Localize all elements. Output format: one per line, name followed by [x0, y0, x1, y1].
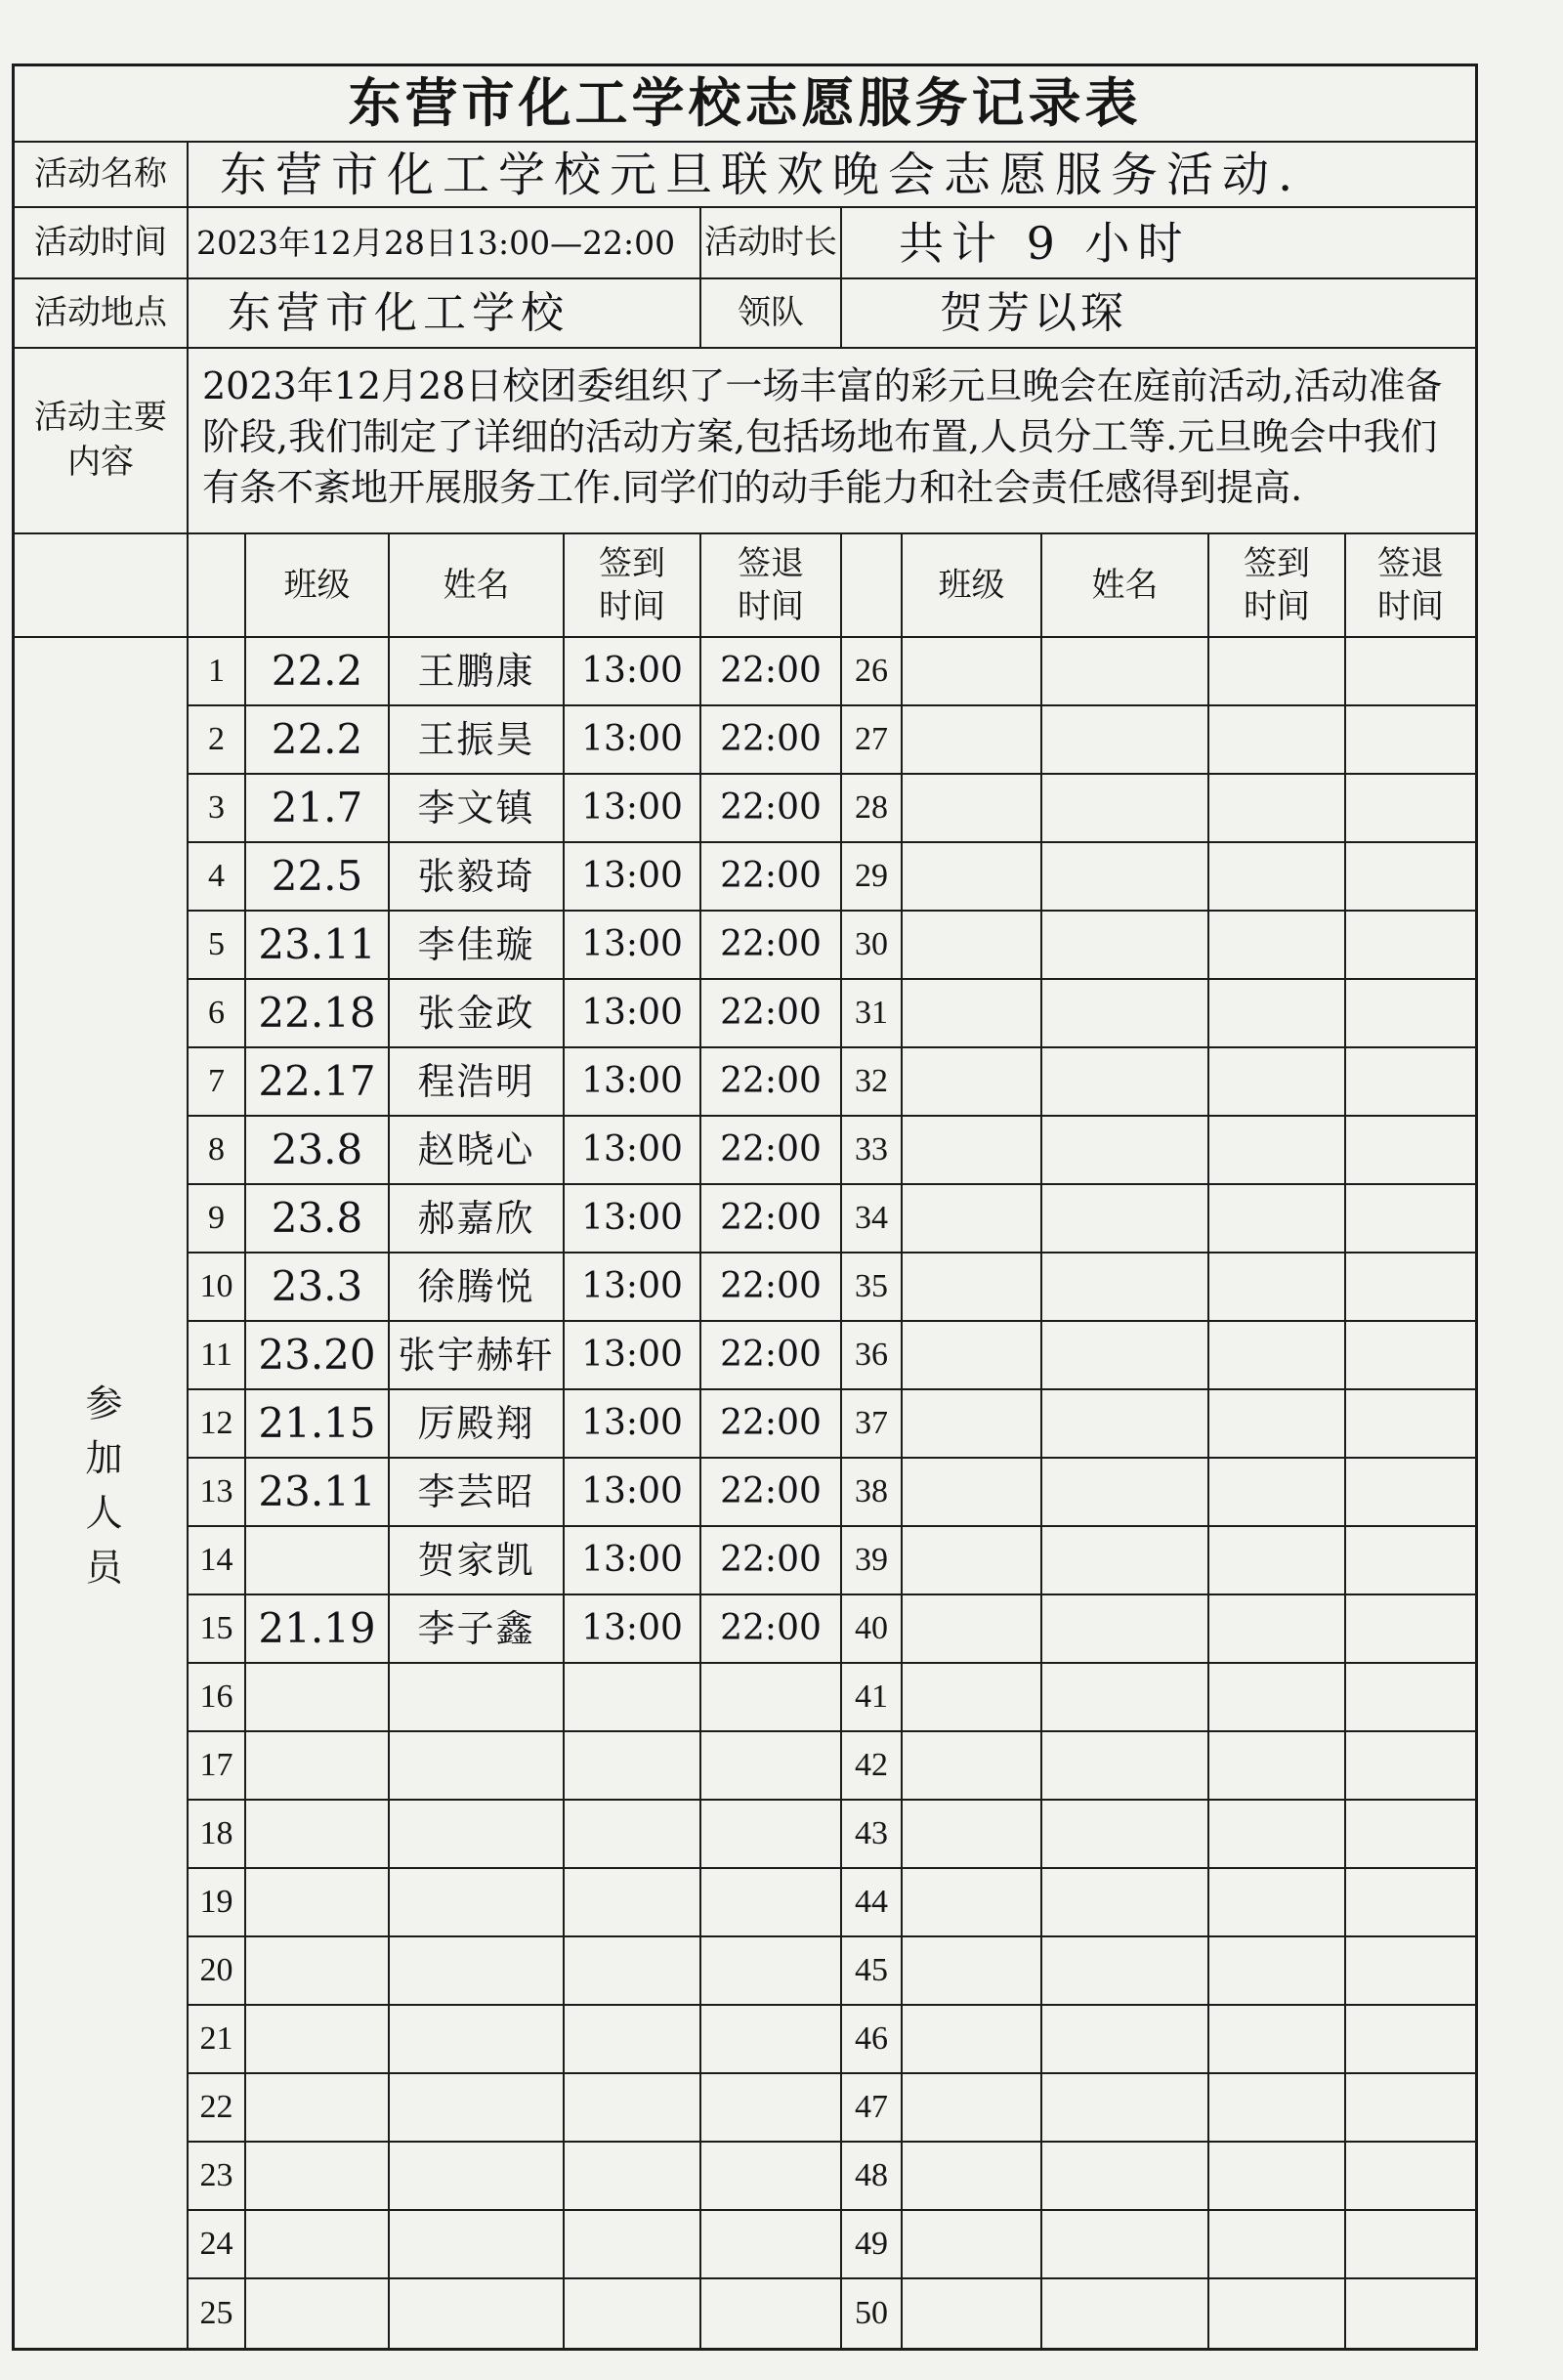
right-name-cell — [1042, 775, 1209, 843]
left-row-number: 20 — [189, 1937, 246, 2006]
left-row-number: 7 — [189, 1048, 246, 1117]
left-row-number: 18 — [189, 1801, 246, 1869]
left-class-cell — [246, 1801, 390, 1869]
right-sign-in-header-cell — [1209, 534, 1346, 638]
left-row-number: 10 — [189, 1254, 246, 1322]
left-sign-in-time-cell — [565, 2074, 701, 2143]
left-sign-in-header-cell — [565, 534, 701, 638]
left-class-cell: 22.18 — [246, 980, 390, 1048]
volunteer-service-record-form — [12, 64, 1478, 2351]
activity-duration-label-cell — [701, 208, 842, 279]
right-name-cell — [1042, 2143, 1209, 2211]
right-sign-out-time-cell — [1346, 1322, 1475, 1390]
left-sign-out-time-cell: 22:00 — [701, 1185, 842, 1254]
right-name-cell — [1042, 843, 1209, 912]
right-sign-out-time-cell — [1346, 843, 1475, 912]
right-sign-in-time-cell — [1209, 775, 1346, 843]
activity-place-label-cell — [15, 279, 189, 349]
left-name-cell: 王振昊 — [390, 706, 565, 775]
left-class-cell: 22.2 — [246, 638, 390, 706]
right-sign-in-time-cell — [1209, 1732, 1346, 1801]
left-row-number: 2 — [189, 706, 246, 775]
left-class-cell — [246, 2279, 390, 2348]
left-sign-in-time-cell: 13:00 — [565, 1322, 701, 1390]
left-row-number: 22 — [189, 2074, 246, 2143]
form-title: 东营市化工学校志愿服务记录表 — [15, 66, 1475, 143]
left-class-cell — [246, 1869, 390, 1937]
right-sign-in-time-cell — [1209, 638, 1346, 706]
left-number-header — [189, 534, 246, 638]
left-sign-in-time-cell: 13:00 — [565, 706, 701, 775]
left-sign-out-time-cell — [701, 2074, 842, 2143]
right-sign-in-time-cell — [1209, 2279, 1346, 2348]
left-name-cell — [390, 2006, 565, 2074]
right-sign-in-time-cell — [1209, 1254, 1346, 1322]
right-row-number: 29 — [842, 843, 903, 912]
right-row-number: 38 — [842, 1459, 903, 1527]
right-class-cell — [903, 1664, 1042, 1732]
left-row-number: 13 — [189, 1459, 246, 1527]
right-sign-in-time-cell — [1209, 2006, 1346, 2074]
right-sign-in-time-cell — [1209, 1390, 1346, 1459]
right-sign-out-time-cell — [1346, 1732, 1475, 1801]
left-class-cell: 22.2 — [246, 706, 390, 775]
left-name-cell: 赵晓心 — [390, 1117, 565, 1185]
right-sign-in-time-cell — [1209, 1869, 1346, 1937]
right-row-number: 36 — [842, 1322, 903, 1390]
activity-place-value: 东营市化工学校 — [189, 279, 701, 349]
left-class-cell — [246, 1664, 390, 1732]
left-sign-out-time-cell: 22:00 — [701, 1595, 842, 1664]
right-sign-out-time-cell — [1346, 1527, 1475, 1595]
right-number-header — [842, 534, 903, 638]
left-class-cell: 23.11 — [246, 912, 390, 980]
right-sign-in-time-cell — [1209, 980, 1346, 1048]
right-sign-out-header-cell — [1346, 534, 1475, 638]
left-class-cell: 23.3 — [246, 1254, 390, 1322]
participants-header-blank — [15, 534, 189, 638]
right-name-cell — [1042, 1117, 1209, 1185]
right-class-cell — [903, 912, 1042, 980]
left-row-number: 15 — [189, 1595, 246, 1664]
left-name-cell: 李芸昭 — [390, 1459, 565, 1527]
left-row-number: 17 — [189, 1732, 246, 1801]
left-sign-out-time-cell: 22:00 — [701, 912, 842, 980]
leader-label: 领队 — [737, 292, 804, 332]
left-row-number: 4 — [189, 843, 246, 912]
left-sign-out-header-cell — [701, 534, 842, 638]
right-class-cell — [903, 1117, 1042, 1185]
right-row-number: 26 — [842, 638, 903, 706]
left-name-cell: 贺家凯 — [390, 1527, 565, 1595]
right-name-cell — [1042, 2074, 1209, 2143]
left-sign-out-time-cell: 22:00 — [701, 843, 842, 912]
left-name-cell: 张金政 — [390, 980, 565, 1048]
right-row-number: 31 — [842, 980, 903, 1048]
left-name-cell — [390, 1732, 565, 1801]
left-sign-in-time-cell — [565, 2279, 701, 2348]
right-name-cell — [1042, 1527, 1209, 1595]
left-sign-out-time-cell — [701, 2143, 842, 2211]
left-sign-out-time-cell: 22:00 — [701, 1390, 842, 1459]
right-row-number: 47 — [842, 2074, 903, 2143]
right-sign-out-time-cell — [1346, 1869, 1475, 1937]
right-sign-in-time-cell — [1209, 1595, 1346, 1664]
left-row-number: 9 — [189, 1185, 246, 1254]
right-row-number: 41 — [842, 1664, 903, 1732]
left-sign-in-time-cell — [565, 1869, 701, 1937]
left-name-cell: 程浩明 — [390, 1048, 565, 1117]
activity-content-label-cell — [15, 349, 189, 534]
right-sign-out-time-cell — [1346, 638, 1475, 706]
right-sign-out-time-cell — [1346, 2211, 1475, 2279]
right-sign-in-time-cell — [1209, 2143, 1346, 2211]
left-sign-in-time-cell — [565, 2143, 701, 2211]
right-sign-out-time-cell — [1346, 1254, 1475, 1322]
right-class-cell — [903, 1732, 1042, 1801]
right-name-cell — [1042, 912, 1209, 980]
right-name-cell — [1042, 706, 1209, 775]
right-sign-out-header: 签退时间 — [1376, 543, 1444, 626]
left-sign-in-time-cell: 13:00 — [565, 1048, 701, 1117]
left-class-cell — [246, 2074, 390, 2143]
left-row-number: 14 — [189, 1527, 246, 1595]
right-sign-in-time-cell — [1209, 2211, 1346, 2279]
right-sign-out-time-cell — [1346, 1048, 1475, 1117]
left-name-cell — [390, 1664, 565, 1732]
right-row-number: 42 — [842, 1732, 903, 1801]
left-class-cell: 22.5 — [246, 843, 390, 912]
left-sign-in-time-cell: 13:00 — [565, 1527, 701, 1595]
right-row-number: 34 — [842, 1185, 903, 1254]
left-sign-out-time-cell: 22:00 — [701, 1254, 842, 1322]
left-class-cell — [246, 1527, 390, 1595]
left-sign-out-time-cell — [701, 1732, 842, 1801]
right-sign-out-time-cell — [1346, 2006, 1475, 2074]
right-class-cell — [903, 638, 1042, 706]
left-sign-out-time-cell — [701, 2211, 842, 2279]
left-class-cell — [246, 2211, 390, 2279]
right-row-number: 48 — [842, 2143, 903, 2211]
right-row-number: 39 — [842, 1527, 903, 1595]
left-class-cell: 21.7 — [246, 775, 390, 843]
right-name-cell — [1042, 1254, 1209, 1322]
right-sign-out-time-cell — [1346, 1801, 1475, 1869]
right-sign-out-time-cell — [1346, 1390, 1475, 1459]
left-sign-out-time-cell — [701, 1869, 842, 1937]
right-sign-in-time-cell — [1209, 1664, 1346, 1732]
right-row-number: 32 — [842, 1048, 903, 1117]
left-class-cell — [246, 2006, 390, 2074]
right-sign-in-time-cell — [1209, 1527, 1346, 1595]
left-sign-in-time-cell — [565, 2006, 701, 2074]
right-sign-out-time-cell — [1346, 2074, 1475, 2143]
left-sign-in-time-cell — [565, 1937, 701, 2006]
right-name-cell — [1042, 638, 1209, 706]
left-sign-in-time-cell: 13:00 — [565, 843, 701, 912]
left-name-cell — [390, 2074, 565, 2143]
left-sign-out-time-cell: 22:00 — [701, 706, 842, 775]
left-sign-in-time-cell: 13:00 — [565, 980, 701, 1048]
right-class-cell — [903, 2006, 1042, 2074]
right-class-cell — [903, 1937, 1042, 2006]
left-class-cell: 23.8 — [246, 1185, 390, 1254]
left-class-cell: 23.11 — [246, 1459, 390, 1527]
left-row-number: 23 — [189, 2143, 246, 2211]
right-name-cell — [1042, 1322, 1209, 1390]
left-name-cell: 李佳璇 — [390, 912, 565, 980]
left-name-cell — [390, 1801, 565, 1869]
right-class-cell — [903, 1254, 1042, 1322]
left-name-header: 姓名 — [390, 534, 565, 638]
right-class-cell — [903, 980, 1042, 1048]
activity-time-label: 活动时间 — [33, 222, 167, 262]
left-name-cell — [390, 2211, 565, 2279]
left-row-number: 1 — [189, 638, 246, 706]
left-sign-in-time-cell: 13:00 — [565, 638, 701, 706]
right-class-cell — [903, 1527, 1042, 1595]
activity-name-label-cell — [15, 143, 189, 208]
right-sign-out-time-cell — [1346, 2279, 1475, 2348]
right-row-number: 44 — [842, 1869, 903, 1937]
right-name-cell — [1042, 1937, 1209, 2006]
left-row-number: 19 — [189, 1869, 246, 1937]
left-sign-out-time-cell — [701, 2006, 842, 2074]
right-row-number: 28 — [842, 775, 903, 843]
right-name-cell — [1042, 980, 1209, 1048]
right-name-cell — [1042, 1732, 1209, 1801]
right-class-cell — [903, 1595, 1042, 1664]
left-sign-in-time-cell — [565, 1664, 701, 1732]
left-name-cell: 郝嘉欣 — [390, 1185, 565, 1254]
right-row-number: 40 — [842, 1595, 903, 1664]
left-sign-out-time-cell — [701, 1664, 842, 1732]
left-sign-in-time-cell: 13:00 — [565, 1185, 701, 1254]
activity-place-label: 活动地点 — [33, 292, 167, 332]
activity-name-label: 活动名称 — [33, 153, 167, 193]
right-sign-in-time-cell — [1209, 1801, 1346, 1869]
left-row-number: 16 — [189, 1664, 246, 1732]
left-sign-in-time-cell: 13:00 — [565, 1254, 701, 1322]
right-sign-out-time-cell — [1346, 912, 1475, 980]
left-class-cell — [246, 1937, 390, 2006]
left-sign-out-time-cell — [701, 2279, 842, 2348]
right-row-number: 43 — [842, 1801, 903, 1869]
right-sign-in-time-cell — [1209, 1459, 1346, 1527]
activity-duration-label: 活动时长 — [703, 222, 837, 262]
left-name-cell: 张毅琦 — [390, 843, 565, 912]
left-sign-in-time-cell: 13:00 — [565, 1390, 701, 1459]
left-sign-in-time-cell: 13:00 — [565, 1595, 701, 1664]
left-row-number: 6 — [189, 980, 246, 1048]
right-class-cell — [903, 1869, 1042, 1937]
right-sign-out-time-cell — [1346, 1595, 1475, 1664]
left-sign-out-time-cell: 22:00 — [701, 775, 842, 843]
left-sign-out-time-cell: 22:00 — [701, 1527, 842, 1595]
right-sign-in-header: 签到时间 — [1243, 543, 1310, 626]
right-name-cell — [1042, 2006, 1209, 2074]
leader-label-cell — [701, 279, 842, 349]
left-class-cell — [246, 2143, 390, 2211]
right-sign-out-time-cell — [1346, 775, 1475, 843]
right-sign-out-time-cell — [1346, 1185, 1475, 1254]
right-name-cell — [1042, 1459, 1209, 1527]
left-row-number: 5 — [189, 912, 246, 980]
right-sign-out-time-cell — [1346, 2143, 1475, 2211]
left-sign-in-header: 签到时间 — [598, 543, 665, 626]
left-name-cell — [390, 2143, 565, 2211]
left-row-number: 11 — [189, 1322, 246, 1390]
right-row-number: 37 — [842, 1390, 903, 1459]
right-sign-in-time-cell — [1209, 1048, 1346, 1117]
left-sign-in-time-cell — [565, 1801, 701, 1869]
activity-content-value: 2023年12月28日校团委组织了一场丰富的彩元旦晚会在庭前活动,活动准备阶段,我们制定了详细的活动方案,包括场地布置,人员分工等.元旦晚会中我们有条不紊地开展服务工作.同学们的动手能力和社会责任感得到提高. — [189, 349, 1475, 534]
left-class-cell: 21.19 — [246, 1595, 390, 1664]
right-class-cell — [903, 706, 1042, 775]
left-name-cell — [390, 1869, 565, 1937]
right-sign-out-time-cell — [1346, 1459, 1475, 1527]
right-row-number: 33 — [842, 1117, 903, 1185]
right-name-cell — [1042, 1185, 1209, 1254]
left-name-cell: 李文镇 — [390, 775, 565, 843]
right-name-cell — [1042, 1390, 1209, 1459]
right-sign-in-time-cell — [1209, 706, 1346, 775]
left-sign-in-time-cell: 13:00 — [565, 1459, 701, 1527]
right-sign-in-time-cell — [1209, 843, 1346, 912]
right-row-number: 46 — [842, 2006, 903, 2074]
right-row-number: 35 — [842, 1254, 903, 1322]
right-name-cell — [1042, 1664, 1209, 1732]
participants-label-cell — [15, 638, 189, 2348]
left-sign-out-time-cell: 22:00 — [701, 1459, 842, 1527]
left-row-number: 25 — [189, 2279, 246, 2348]
right-name-cell — [1042, 1048, 1209, 1117]
right-sign-out-time-cell — [1346, 1664, 1475, 1732]
left-name-cell — [390, 2279, 565, 2348]
right-name-cell — [1042, 2279, 1209, 2348]
left-name-cell: 厉殿翔 — [390, 1390, 565, 1459]
left-name-cell — [390, 1937, 565, 2006]
right-class-cell — [903, 1801, 1042, 1869]
right-sign-in-time-cell — [1209, 1117, 1346, 1185]
right-sign-out-time-cell — [1346, 1117, 1475, 1185]
right-name-cell — [1042, 1869, 1209, 1937]
left-sign-out-time-cell: 22:00 — [701, 1117, 842, 1185]
activity-time-value: 2023年12月28日13:00—22:00 — [189, 208, 701, 279]
left-sign-in-time-cell: 13:00 — [565, 1117, 701, 1185]
left-sign-out-time-cell: 22:00 — [701, 1048, 842, 1117]
right-class-header: 班级 — [903, 534, 1042, 638]
right-sign-in-time-cell — [1209, 1937, 1346, 2006]
right-name-cell — [1042, 1595, 1209, 1664]
right-class-cell — [903, 2279, 1042, 2348]
left-sign-out-time-cell — [701, 1937, 842, 2006]
left-class-header: 班级 — [246, 534, 390, 638]
right-class-cell — [903, 843, 1042, 912]
left-row-number: 21 — [189, 2006, 246, 2074]
right-sign-out-time-cell — [1346, 1937, 1475, 2006]
left-row-number: 8 — [189, 1117, 246, 1185]
left-sign-in-time-cell — [565, 1732, 701, 1801]
right-class-cell — [903, 1459, 1042, 1527]
activity-time-label-cell — [15, 208, 189, 279]
right-class-cell — [903, 775, 1042, 843]
right-class-cell — [903, 1322, 1042, 1390]
right-class-cell — [903, 1390, 1042, 1459]
right-class-cell — [903, 2143, 1042, 2211]
right-name-header: 姓名 — [1042, 534, 1209, 638]
right-row-number: 45 — [842, 1937, 903, 2006]
right-name-cell — [1042, 2211, 1209, 2279]
left-class-cell: 23.20 — [246, 1322, 390, 1390]
right-row-number: 27 — [842, 706, 903, 775]
left-sign-in-time-cell: 13:00 — [565, 912, 701, 980]
activity-duration-value: 共计 9 小时 — [842, 208, 1475, 279]
right-sign-in-time-cell — [1209, 1322, 1346, 1390]
right-sign-in-time-cell — [1209, 1185, 1346, 1254]
right-row-number: 30 — [842, 912, 903, 980]
right-class-cell — [903, 1185, 1042, 1254]
right-sign-in-time-cell — [1209, 2074, 1346, 2143]
left-name-cell: 张宇赫轩 — [390, 1322, 565, 1390]
right-row-number: 50 — [842, 2279, 903, 2348]
right-name-cell — [1042, 1801, 1209, 1869]
left-class-cell: 23.8 — [246, 1117, 390, 1185]
right-sign-out-time-cell — [1346, 980, 1475, 1048]
activity-content-label: 活动主要内容 — [33, 398, 167, 482]
left-sign-out-time-cell: 22:00 — [701, 638, 842, 706]
right-row-number: 49 — [842, 2211, 903, 2279]
right-sign-out-time-cell — [1346, 706, 1475, 775]
left-class-cell: 21.15 — [246, 1390, 390, 1459]
left-sign-in-time-cell: 13:00 — [565, 775, 701, 843]
left-sign-in-time-cell — [565, 2211, 701, 2279]
right-sign-in-time-cell — [1209, 912, 1346, 980]
left-row-number: 24 — [189, 2211, 246, 2279]
left-sign-out-time-cell — [701, 1801, 842, 1869]
left-name-cell: 王鹏康 — [390, 638, 565, 706]
left-name-cell: 李子鑫 — [390, 1595, 565, 1664]
left-row-number: 3 — [189, 775, 246, 843]
leader-value: 贺芳以琛 — [842, 279, 1475, 349]
left-sign-out-header: 签退时间 — [737, 543, 804, 626]
right-class-cell — [903, 2074, 1042, 2143]
left-row-number: 12 — [189, 1390, 246, 1459]
left-class-cell — [246, 1732, 390, 1801]
left-class-cell: 22.17 — [246, 1048, 390, 1117]
left-sign-out-time-cell: 22:00 — [701, 980, 842, 1048]
participants-label: 参加人员 — [79, 1383, 122, 1602]
left-sign-out-time-cell: 22:00 — [701, 1322, 842, 1390]
right-class-cell — [903, 1048, 1042, 1117]
activity-name-value: 东营市化工学校元旦联欢晚会志愿服务活动. — [189, 143, 1475, 208]
left-name-cell: 徐腾悦 — [390, 1254, 565, 1322]
right-class-cell — [903, 2211, 1042, 2279]
